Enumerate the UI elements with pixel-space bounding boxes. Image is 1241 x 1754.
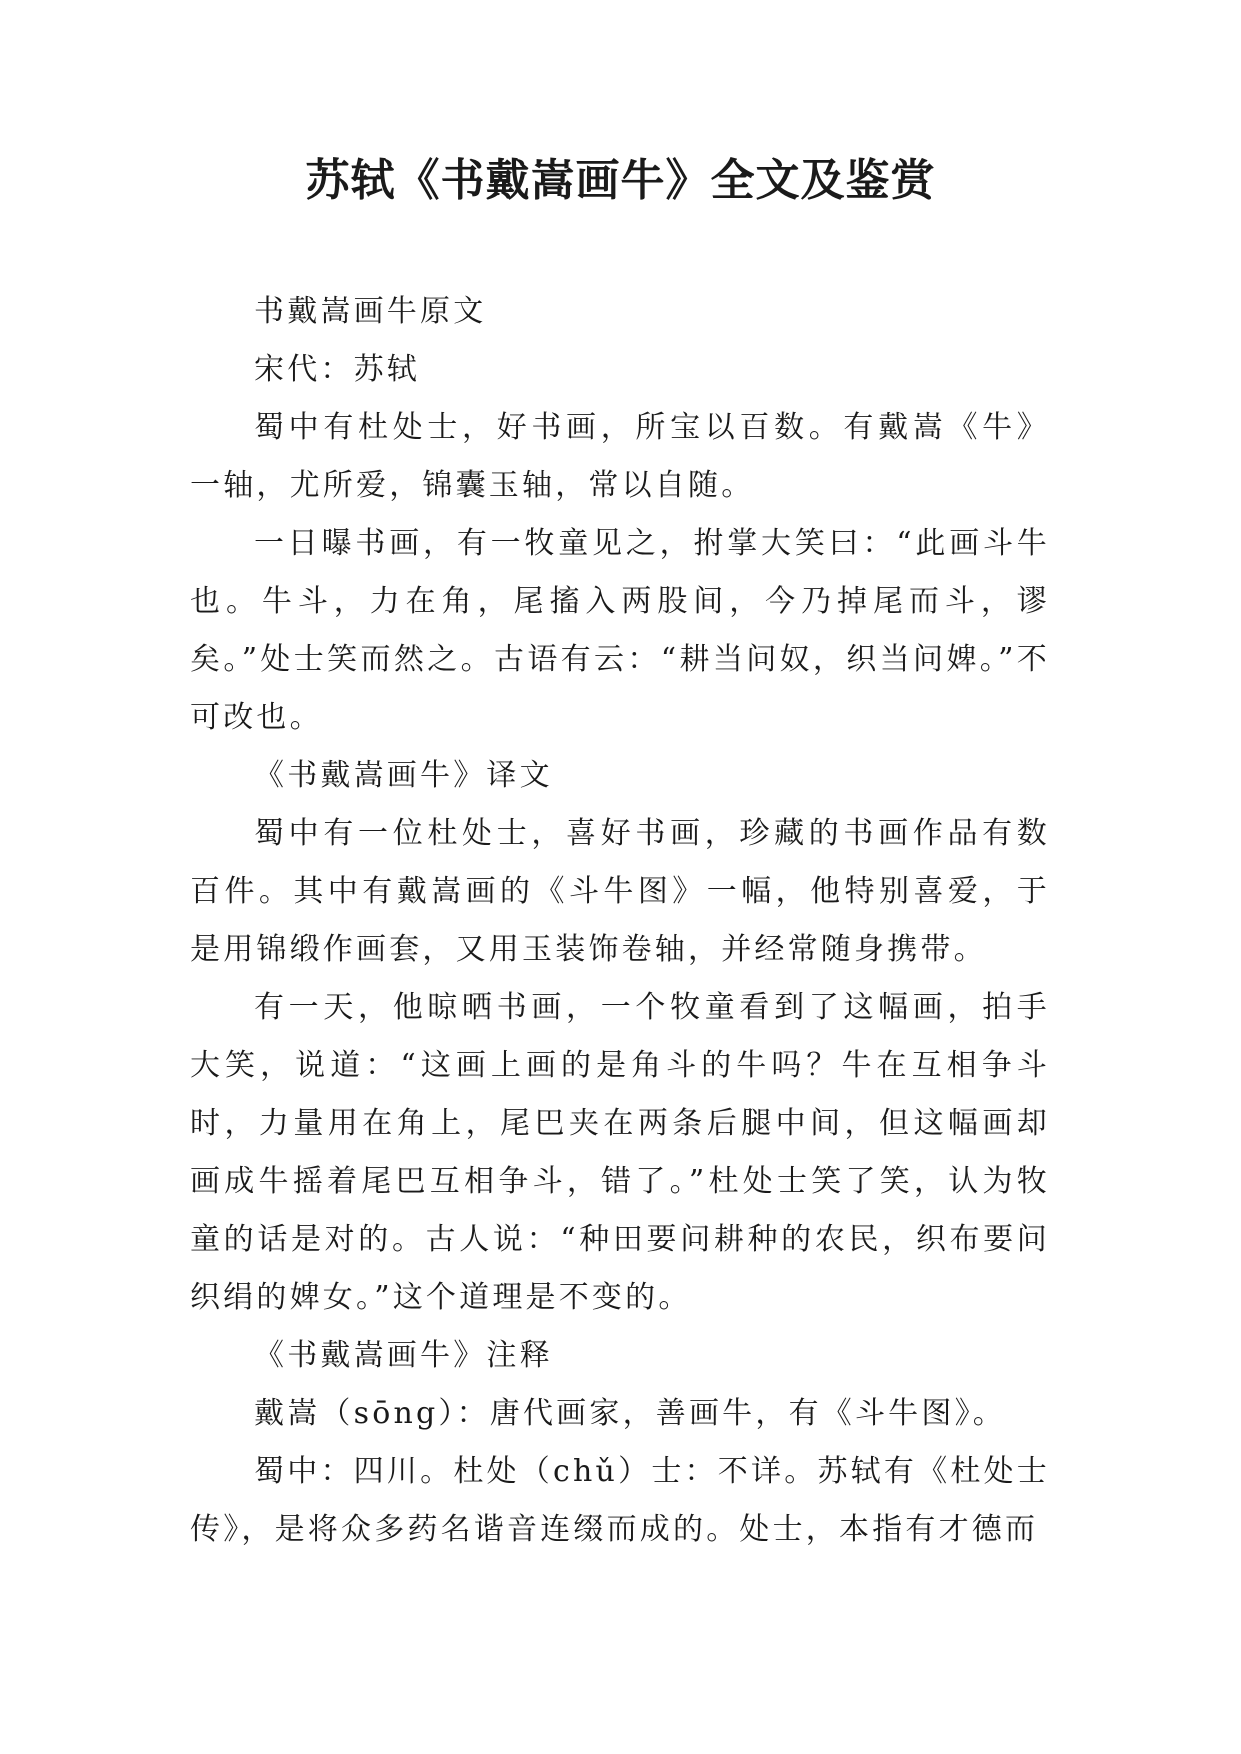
section-heading-translation: 《书戴嵩画牛》译文 [254, 758, 553, 793]
section-heading-original: 书戴嵩画牛原文 [254, 294, 487, 329]
original-text-paragraph-2: 一日曝书画，有一牧童见之，拊掌大笑曰：“此画斗牛也。牛斗，力在角，尾搐入两股间，今乃掉尾而斗，谬矣。”处士笑而然之。古语有云：“耕当问奴，织当问婢。”不可改也。 [190, 526, 1050, 735]
document-title: 苏轼《书戴嵩画牛》全文及鉴赏 [305, 155, 936, 206]
translation-paragraph-1: 蜀中有一位杜处士，喜好书画，珍藏的书画作品有数百件。其中有戴嵩画的《斗牛图》一幅，他特别喜爱，于是用锦缎作画套，又用玉装饰卷轴，并经常随身携带。 [190, 816, 1050, 967]
section-heading-notes: 《书戴嵩画牛》注释 [254, 1338, 553, 1373]
note-paragraph-2: 蜀中：四川。杜处（chǔ）士：不详。苏轼有《杜处士传》，是将众多药名谐音连缀而成的。处士，本指有才德而 [190, 1454, 1050, 1547]
translation-paragraph-2: 有一天，他晾晒书画，一个牧童看到了这幅画，拍手大笑，说道：“这画上画的是角斗的牛吗？牛在互相争斗时，力量用在角上，尾巴夹在两条后腿中间，但这幅画却画成牛摇着尾巴互相争斗，错了。”杜处士笑了笑，认为牧童的话是对的。古人说：“种田要问耕种的农民，织布要问织绢的婢女。”这个道理是不变的。 [190, 990, 1050, 1315]
document-body [190, 283, 1050, 1559]
author-line: 宋代：苏轼 [254, 352, 420, 387]
original-text-paragraph-1: 蜀中有杜处士，好书画，所宝以百数。有戴嵩《牛》一轴，尤所爱，锦囊玉轴，常以自随。 [190, 410, 1050, 503]
note-paragraph-1: 戴嵩（sōng）：唐代画家，善画牛，有《斗牛图》。 [254, 1396, 1006, 1431]
